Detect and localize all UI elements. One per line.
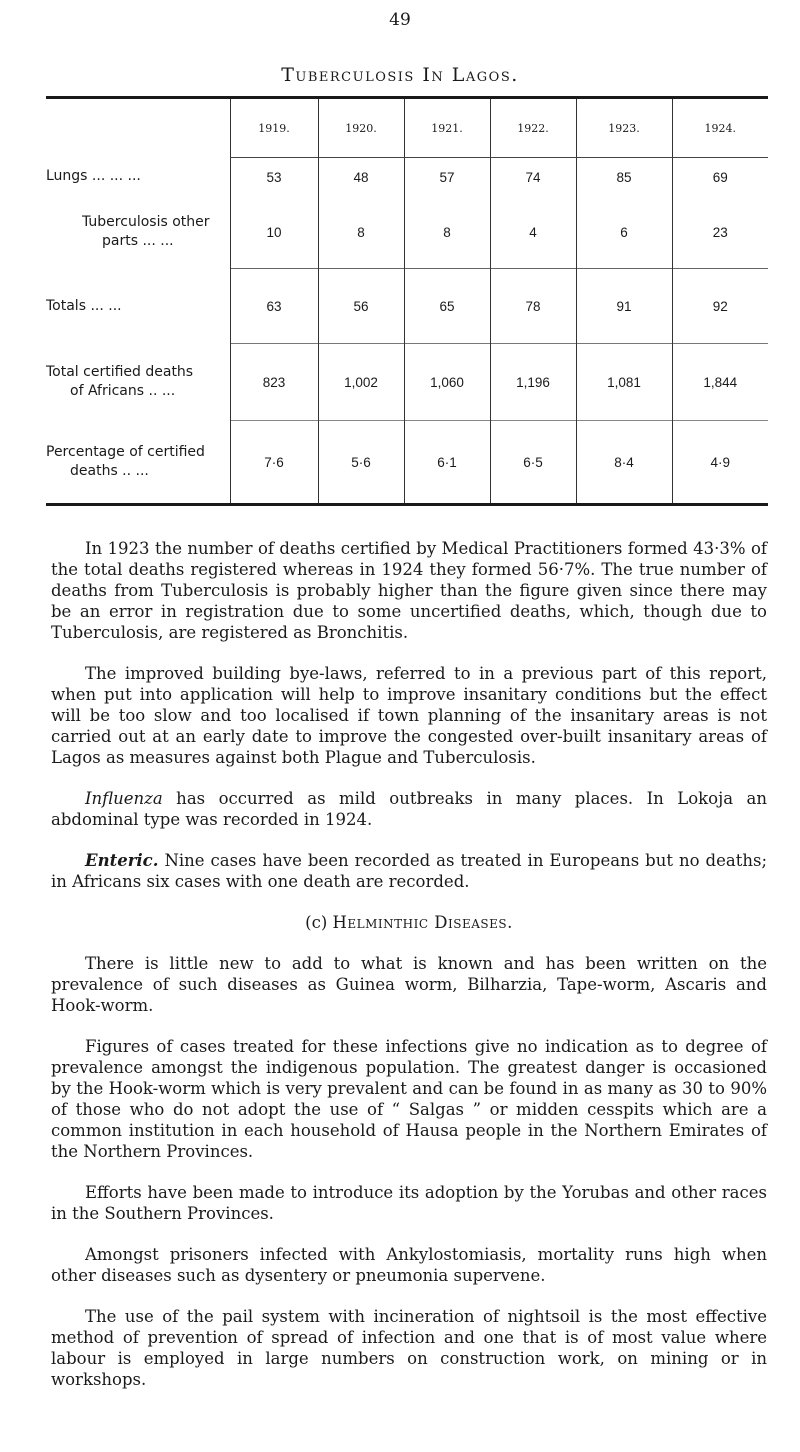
enteric-term: Enteric. <box>85 851 159 870</box>
table-cell: 10 <box>230 196 318 269</box>
table-cell: 78 <box>490 269 576 344</box>
table-cell: 6·5 <box>490 421 576 504</box>
row-label: Total certified deaths of Africans .. ... <box>46 364 194 399</box>
table-cell: 92 <box>672 269 768 344</box>
row-label: Totals ... ... <box>46 297 122 314</box>
table-cell: 57 <box>404 158 490 197</box>
year-header: 1921. <box>404 99 490 158</box>
table-cell: 6·1 <box>404 421 490 504</box>
year-header: 1923. <box>576 99 672 158</box>
paragraph: There is little new to add to what is known and has been written on the prevalence of such diseases as Guinea worm, Bilharzia, Tape-worm, Ascaris and Hook-worm. <box>51 954 767 1015</box>
table-cell: 5·6 <box>318 421 404 504</box>
table-cell: 6 <box>576 196 672 269</box>
table-cell: 56 <box>318 269 404 344</box>
paragraph: Enteric. Nine cases have been recorded as treated in Europeans but no deaths; in Africans six cases with one death are recorded. <box>51 851 767 891</box>
section-heading: (c) Helminthic Diseases. <box>305 913 513 932</box>
table-row <box>46 158 768 197</box>
table-cell: 1,002 <box>318 344 404 421</box>
year-header: 1924. <box>672 99 768 158</box>
table-row <box>46 344 768 421</box>
row-label: Tuberculosis other parts ... ... <box>82 214 210 250</box>
year-header: 1919. <box>230 99 318 158</box>
year-header: 1920. <box>318 99 404 158</box>
table-cell: 1,844 <box>672 344 768 421</box>
table-row <box>46 196 768 269</box>
page-number: 49 <box>389 10 411 30</box>
year-header: 1922. <box>490 99 576 158</box>
table-cell: 74 <box>490 158 576 197</box>
table-cell: 48 <box>318 158 404 197</box>
page-title: Tuberculosis In Lagos. <box>281 64 519 86</box>
header-blank-cell <box>46 99 230 158</box>
table-cell: 8 <box>404 196 490 269</box>
paragraph: In 1923 the number of deaths certified by Medical Practitioners formed 43·3% of the total deaths registered whereas in 1924 they formed 56·7%. The true number of deaths from Tuberculosis is probably higher than the figure given since there may be an error in registration due to some uncertified deaths, which, though due to Tuberculosis, are registered as Bronchitis. <box>51 539 767 642</box>
tuberculosis-table <box>46 96 768 506</box>
table-cell: 63 <box>230 269 318 344</box>
table-row <box>46 269 768 344</box>
paragraph: Amongst prisoners infected with Ankylostomiasis, mortality runs high when other diseases such as dysentery or pneumonia supervene. <box>51 1245 767 1285</box>
table-cell: 4·9 <box>672 421 768 504</box>
paragraph: The use of the pail system with incineration of nightsoil is the most effective method of prevention of spread of infection and one that is of most value where labour is employed in large numbers on construction work, on mining or in workshops. <box>51 1307 767 1389</box>
table-row <box>46 421 768 504</box>
table-cell: 823 <box>230 344 318 421</box>
paragraph-lead: The improved building bye-laws, referred to in a previous part of this report, when put into application will help to improve insanitary conditions but the effect will be too slow and too localised if town planning of the insanitary areas is not carried out at an early date to improve the congested over-built insanitary areas of Lagos as measures against both Plague and Tuberculosis. <box>51 664 767 767</box>
table-cell: 8 <box>318 196 404 269</box>
table-cell: 1,081 <box>576 344 672 421</box>
table-cell: 1,196 <box>490 344 576 421</box>
row-label: Lungs ... ... ... <box>46 168 141 185</box>
table-cell: 1,060 <box>404 344 490 421</box>
table-cell: 53 <box>230 158 318 197</box>
paragraph <box>51 663 767 768</box>
paragraph: Influenza has occurred as mild outbreaks in many places. In Lokoja an abdominal type was recorded in 1924. <box>51 789 767 829</box>
row-label: Percentage of certified deaths .. ... <box>46 443 205 479</box>
table-cell: 4 <box>490 196 576 269</box>
paragraph: Figures of cases treated for these infections give no indication as to degree of prevalence amongst the indigenous population. The greatest danger is occasioned by the Hook-worm which is very prevalent and can be found in as many as 30 to 90% of those who do not adopt the use of “ Salgas ” or midden cesspits which are a common institution in each household of Hausa people in the Northern Emirates of the Northern Provinces. <box>51 1037 767 1161</box>
body-text <box>51 538 767 1410</box>
table-cell: 85 <box>576 158 672 197</box>
influenza-term: Influenza <box>85 789 163 808</box>
table-cell: 65 <box>404 269 490 344</box>
table-cell: 23 <box>672 196 768 269</box>
paragraph: Efforts have been made to introduce its adoption by the Yorubas and other races in the Southern Provinces. <box>51 1183 767 1223</box>
table-cell: 7·6 <box>230 421 318 504</box>
table-cell: 8·4 <box>576 421 672 504</box>
table-header-row <box>46 99 768 158</box>
table-cell: 91 <box>576 269 672 344</box>
table-cell: 69 <box>672 158 768 197</box>
